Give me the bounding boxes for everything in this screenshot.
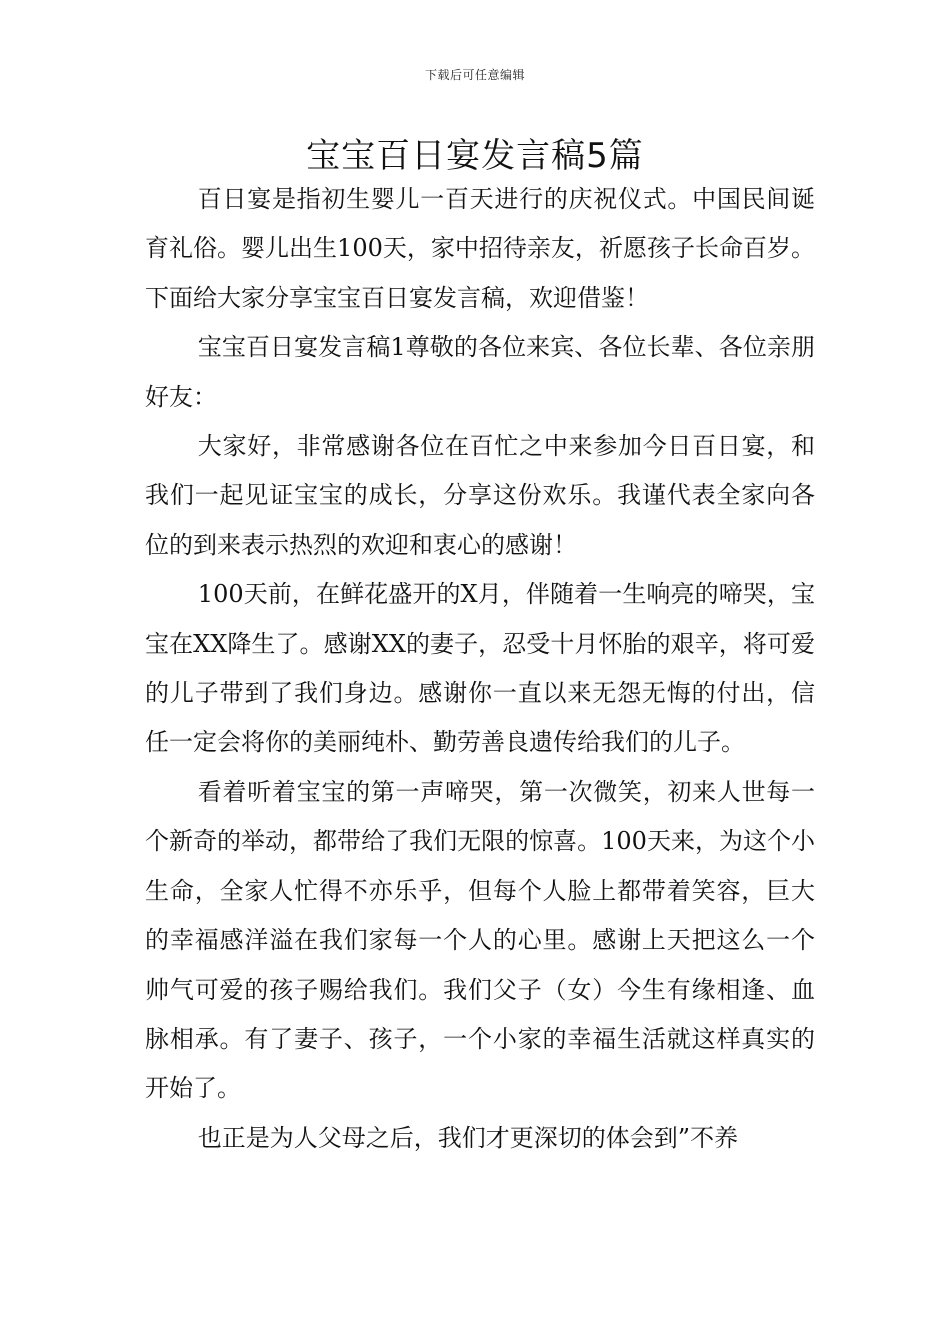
header-note: 下载后可任意编辑: [424, 68, 525, 82]
paragraph-intro: 百日宴是指初生婴儿一百天进行的庆祝仪式。中国民间诞育礼俗。婴儿出生100天，家中招待亲友，祈愿孩子长命百岁。下面给大家分享宝宝百日宴发言稿，欢迎借鉴！: [145, 185, 815, 312]
paragraph-birth: 100天前，在鲜花盛开的X月，伴随着一生响亮的啼哭，宝宝在XX降生了。感谢XX的妻子，忍受十月怀胎的艰辛，将可爱的儿子带到了我们身边。感谢你一直以来无怨无悔的付出，信任一定会将你的美丽纯朴、勤劳善良遗传给我们的儿子。: [145, 580, 815, 757]
paragraph-salutation: 宝宝百日宴发言稿1尊敬的各位来宾、各位长辈、各位亲朋好友：: [145, 333, 815, 411]
paragraph-greeting: 大家好，非常感谢各位在百忙之中来参加今日百日宴，和我们一起见证宝宝的成长，分享这份欢乐。我谨代表全家向各位的到来表示热烈的欢迎和衷心的感谢！: [145, 432, 815, 559]
document-title: 宝宝百日宴发言稿5篇: [306, 136, 644, 176]
document-body: [145, 175, 815, 1163]
paragraph-joy: 看着听着宝宝的第一声啼哭，第一次微笑，初来人世每一个新奇的举动，都带给了我们无限的惊喜。100天来，为这个小生命，全家人忙得不亦乐乎，但每个人脸上都带着笑容，巨大的幸福感洋溢在我们家每一个人的心里。感谢上天把这么一个帅气可爱的孩子赐给我们。我们父子（女）今生有缘相逢、血脉相承。有了妻子、孩子，一个小家的幸福生活就这样真实的开始了。: [145, 777, 815, 1103]
paragraph-parenthood: 也正是为人父母之后，我们才更深切的体会到”不养: [197, 1123, 739, 1152]
